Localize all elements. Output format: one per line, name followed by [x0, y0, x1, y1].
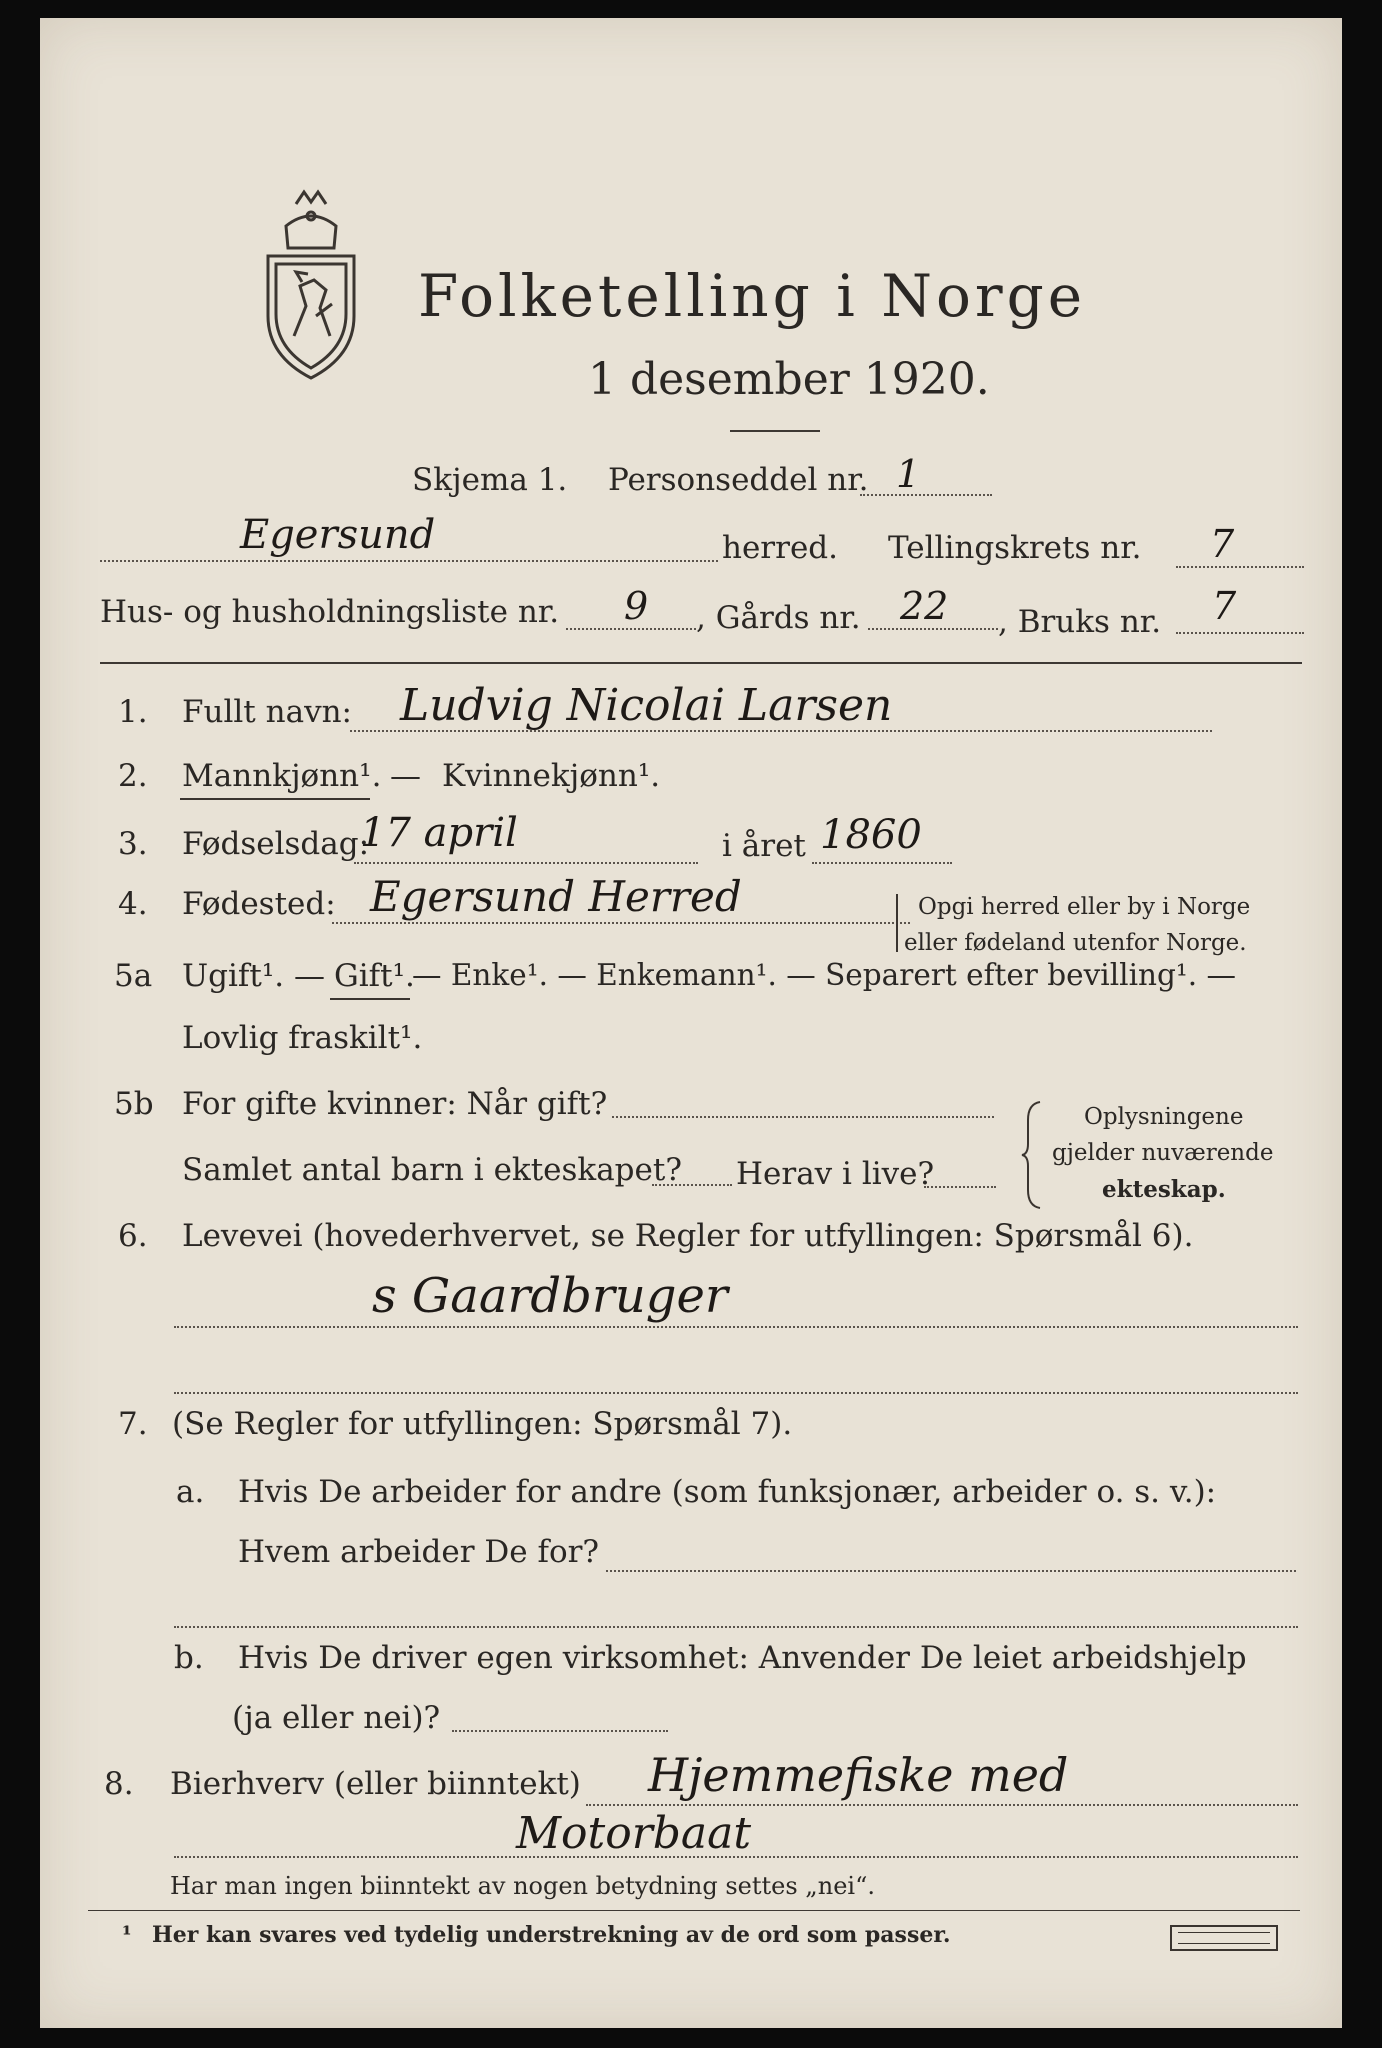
q5a-number: 5a: [114, 958, 153, 994]
q6-line1: [174, 1326, 1298, 1328]
q3-year-value: 1860: [820, 812, 922, 858]
husliste-label: Hus- og husholdningsliste nr.: [100, 594, 560, 630]
q5a-ugift: Ugift¹. —: [182, 958, 325, 994]
q2-dash: —: [390, 758, 421, 794]
q5b-line2-a: Samlet antal barn i ekteskapet?: [182, 1152, 682, 1188]
q7b-letter: b.: [174, 1640, 204, 1676]
q8-line1: [586, 1804, 1298, 1806]
bruks-line: [1176, 632, 1304, 634]
q5a-gift: Gift¹.: [334, 958, 415, 994]
printer-stamp: [1170, 1925, 1278, 1951]
q5b-note-brace: [1020, 1100, 1044, 1210]
bruks-label: , Bruks nr.: [998, 604, 1162, 640]
q5b-ilive-line: [924, 1186, 996, 1188]
herred-label: herred.: [722, 530, 838, 566]
personseddel-line: [860, 494, 992, 496]
husliste-line: [566, 628, 696, 630]
q3-year-line: [812, 862, 952, 864]
q2-number: 2.: [118, 758, 148, 794]
q6-label: Levevei (hovederhvervet, se Regler for utfyllingen: Spørsmål 6).: [182, 1218, 1194, 1254]
herred-line: [100, 560, 718, 562]
footnote-text: Her kan svares ved tydelig understrekning av de ord som passer.: [152, 1922, 951, 1948]
q5b-note-line2: gjelder nuværende: [1052, 1140, 1274, 1166]
q8-note: Har man ingen biinntekt av nogen betydning settes „nei“.: [170, 1872, 875, 1900]
header-divider: [730, 430, 820, 432]
tellingskrets-value: 7: [1210, 522, 1235, 566]
q7a-extra-line: [174, 1626, 1298, 1628]
tellingskrets-label: Tellingskrets nr.: [888, 530, 1142, 566]
q3-number: 3.: [118, 826, 148, 862]
q5b-number: 5b: [114, 1086, 154, 1122]
q7a-letter: a.: [176, 1474, 205, 1510]
q5a-gift-underline: [330, 998, 410, 1000]
q4-number: 4.: [118, 886, 148, 922]
gards-line: [868, 628, 998, 630]
q5a-rest: — Enke¹. — Enkemann¹. — Separert efter bevilling¹. —: [412, 958, 1236, 992]
q5b-line2-b: Herav i live?: [736, 1156, 935, 1192]
schema-label: Skjema 1.: [412, 462, 568, 498]
q1-number: 1.: [118, 694, 148, 730]
form-title: Folketelling i Norge: [418, 262, 1087, 330]
q7b-line1: Hvis De driver egen virksomhet: Anvender De leiet arbeidshjelp: [238, 1640, 1247, 1676]
q3-year-label: i året: [722, 828, 806, 864]
q7b-line: [452, 1730, 668, 1732]
q4-note-line1: Opgi herred eller by i Norge: [918, 894, 1251, 920]
q1-label: Fullt navn:: [182, 694, 352, 730]
herred-value: Egersund: [240, 512, 436, 558]
q2-male: Mannkjønn¹.: [182, 758, 382, 794]
q3-label: Fødselsdag:: [182, 826, 370, 862]
q6-value: s Gaardbruger: [372, 1268, 728, 1324]
husliste-value: 9: [624, 584, 649, 628]
q5a-line2: Lovlig fraskilt¹.: [182, 1020, 423, 1056]
coat-of-arms-icon: [256, 186, 366, 386]
personseddel-label: Personseddel nr.: [608, 462, 869, 498]
q7a-line2: Hvem arbeider De for?: [238, 1534, 600, 1570]
q1-value: Ludvig Nicolai Larsen: [400, 680, 893, 731]
gards-label: , Gårds nr.: [696, 600, 861, 636]
census-date: 1 desember 1920.: [588, 354, 990, 405]
q8-value-line2: Motorbaat: [516, 1808, 752, 1859]
q4-value: Egersund Herred: [370, 872, 742, 921]
q4-note-bracket: [896, 894, 898, 952]
q8-label: Bierhverv (eller biinntekt): [170, 1766, 581, 1802]
q7-label: (Se Regler for utfyllingen: Spørsmål 7).: [172, 1406, 793, 1442]
q7b-line2: (ja eller nei)?: [232, 1700, 441, 1736]
footnote-marker: ¹: [122, 1922, 132, 1948]
q7-number: 7.: [118, 1406, 148, 1442]
q4-note-line2: eller fødeland utenfor Norge.: [904, 930, 1247, 956]
q5b-note-line3: ekteskap.: [1102, 1176, 1226, 1203]
q8-value-line1: Hjemmefiske med: [648, 1748, 1069, 1802]
q3-value: 17 april: [360, 810, 518, 856]
q2-male-underline: [180, 798, 370, 800]
q2-female: Kvinnekjønn¹.: [442, 758, 661, 794]
footnote-divider: [88, 1910, 1300, 1911]
q5b-note-line1: Oplysningene: [1084, 1104, 1244, 1130]
q6-line2: [174, 1392, 1298, 1394]
q5b-gift-line: [612, 1116, 994, 1118]
q5b-barn-line: [652, 1184, 732, 1186]
q7a-line1: Hvis De arbeider for andre (som funksjonær, arbeider o. s. v.):: [238, 1474, 1217, 1510]
gards-value: 22: [900, 584, 949, 628]
q4-label: Fødested:: [182, 886, 336, 922]
q6-number: 6.: [118, 1218, 148, 1254]
bruks-value: 7: [1212, 584, 1237, 628]
section-divider: [100, 662, 1302, 664]
personseddel-value: 1: [896, 452, 921, 496]
q7a-line: [606, 1570, 1296, 1572]
q8-line2: [174, 1856, 1298, 1858]
q3-line: [354, 862, 698, 864]
q5b-line1: For gifte kvinner: Når gift?: [182, 1086, 608, 1122]
tellingskrets-line: [1176, 566, 1304, 568]
q8-number: 8.: [104, 1766, 134, 1802]
q4-line: [332, 922, 910, 924]
